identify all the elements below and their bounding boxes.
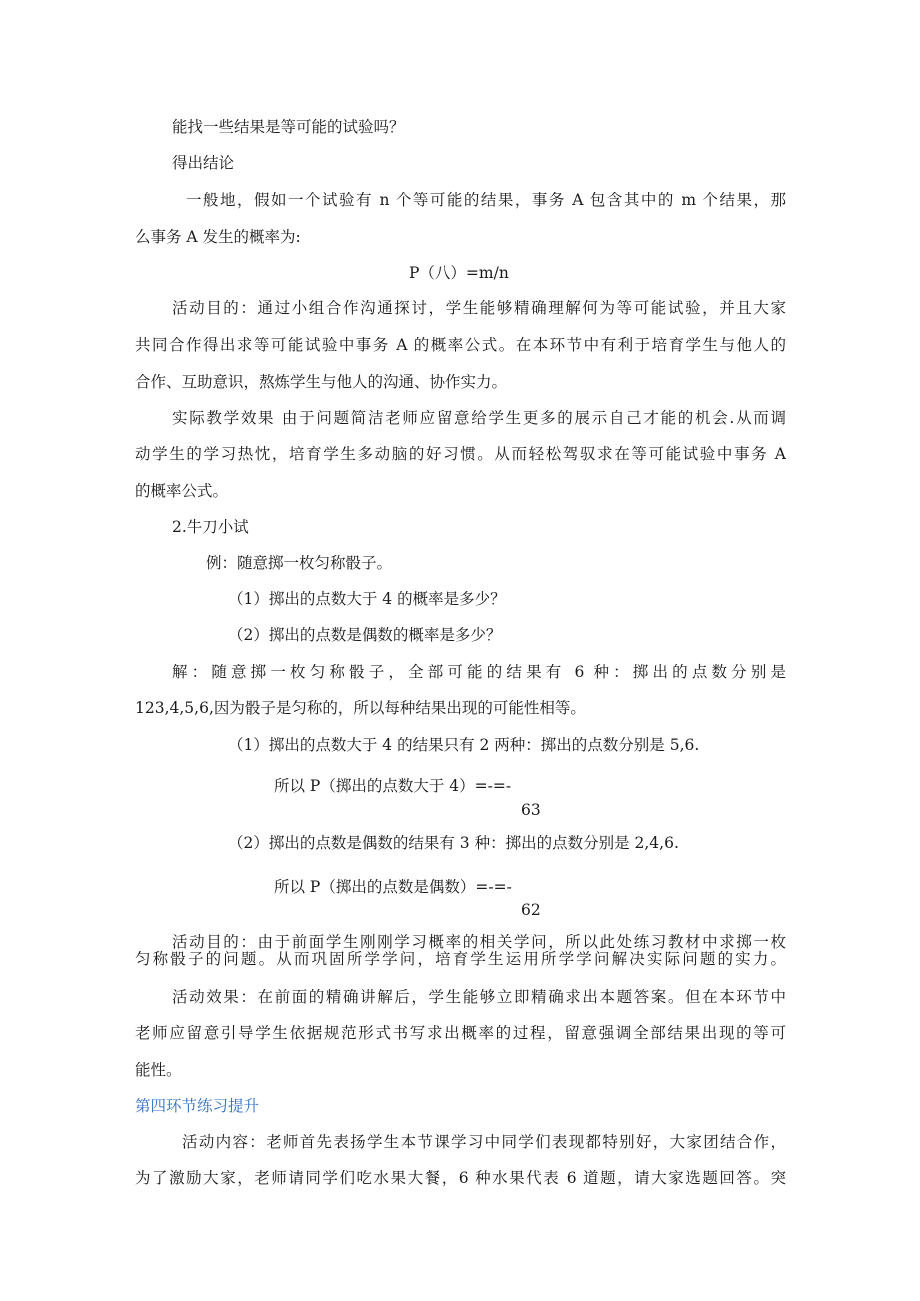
- text-line: 活动内容：老师首先表扬学生本节课学习中同学们表现都特别好，大家团结合作，: [182, 1133, 786, 1151]
- text-line: 动学生的学习热忱，培育学生多动脑的好习惯。从而轻松驾驭求在等可能试验中事务 A: [135, 445, 786, 463]
- text-line: 解：随意掷一枚匀称骰子，全部可能的结果有 6 种：掷出的点数分别是: [172, 663, 786, 681]
- text-line: 为了激励大家，老师请同学们吃水果大餐，6 种水果代表 6 道题，请大家选题回答。突: [135, 1169, 786, 1187]
- text-line: 么事务 A 发生的概率为:: [135, 228, 301, 246]
- text-line: 一般地，假如一个试验有 n 个等可能的结果，事务 A 包含其中的 m 个结果，那: [186, 191, 786, 209]
- text-line: 能性。: [135, 1061, 182, 1079]
- text-line: 合作、互助意识，熬炼学生与他人的沟通、协作实力。: [135, 373, 508, 391]
- text-line: 老师应留意引导学生依据规范形式书写求出概率的过程，留意强调全部结果出现的等可: [135, 1024, 786, 1042]
- section-heading: 第四环节练习提升: [135, 1097, 260, 1115]
- text-line: 实际教学效果 由于问题简洁老师应留意给学生更多的展示自己才能的机会.从而调: [172, 409, 786, 427]
- text-line: 匀称骰子的问题。从而巩固所学学问，培育学生运用所学学问解决实际问题的实力。: [135, 950, 786, 968]
- question-line: （2）掷出的点数是偶数的概率是多少？: [228, 626, 502, 644]
- answer-line: （2）掷出的点数是偶数的结果有 3 种：掷出的点数分别是 2,4,6.: [228, 834, 679, 852]
- question-line: （1）掷出的点数大于 4 的概率是多少？: [228, 590, 506, 608]
- formula-denominator: 62: [521, 901, 541, 919]
- text-line: 的概率公式。: [135, 482, 229, 500]
- formula: 所以 P（掷出的点数是偶数）=-=-: [274, 878, 512, 896]
- formula: P（八）=m/n: [409, 264, 509, 282]
- formula-denominator: 63: [521, 801, 541, 819]
- text-line: 活动效果：在前面的精确讲解后，学生能够立即精确求出本题答案。但在本环节中: [172, 988, 786, 1006]
- formula: 所以 P（掷出的点数大于 4）=-=-: [274, 777, 512, 795]
- text-line: 123,4,5,6,因为骰子是匀称的，所以每种结果出现的可能性相等。: [135, 699, 586, 717]
- text-line: 共同合作得出求等可能试验中事务 A 的概率公式。在本环节中有利于培育学生与他人的: [135, 336, 786, 354]
- answer-line: （1）掷出的点数大于 4 的结果只有 2 两种：掷出的点数分别是 5,6.: [228, 736, 700, 754]
- example-line: 例：随意掷一枚匀称骰子。: [206, 554, 393, 572]
- text-line: 能找一些结果是等可能的试验吗？: [172, 118, 405, 136]
- text-line: 活动目的：由于前面学生刚刚学习概率的相关学问，所以此处练习教材中求掷一枚: [172, 933, 786, 951]
- text-line: 活动目的：通过小组合作沟通探讨，学生能够精确理解何为等可能试验，并且大家: [172, 299, 786, 317]
- text-line: 得出结论: [172, 154, 235, 172]
- section-subtitle: 2.牛刀小试: [172, 518, 249, 536]
